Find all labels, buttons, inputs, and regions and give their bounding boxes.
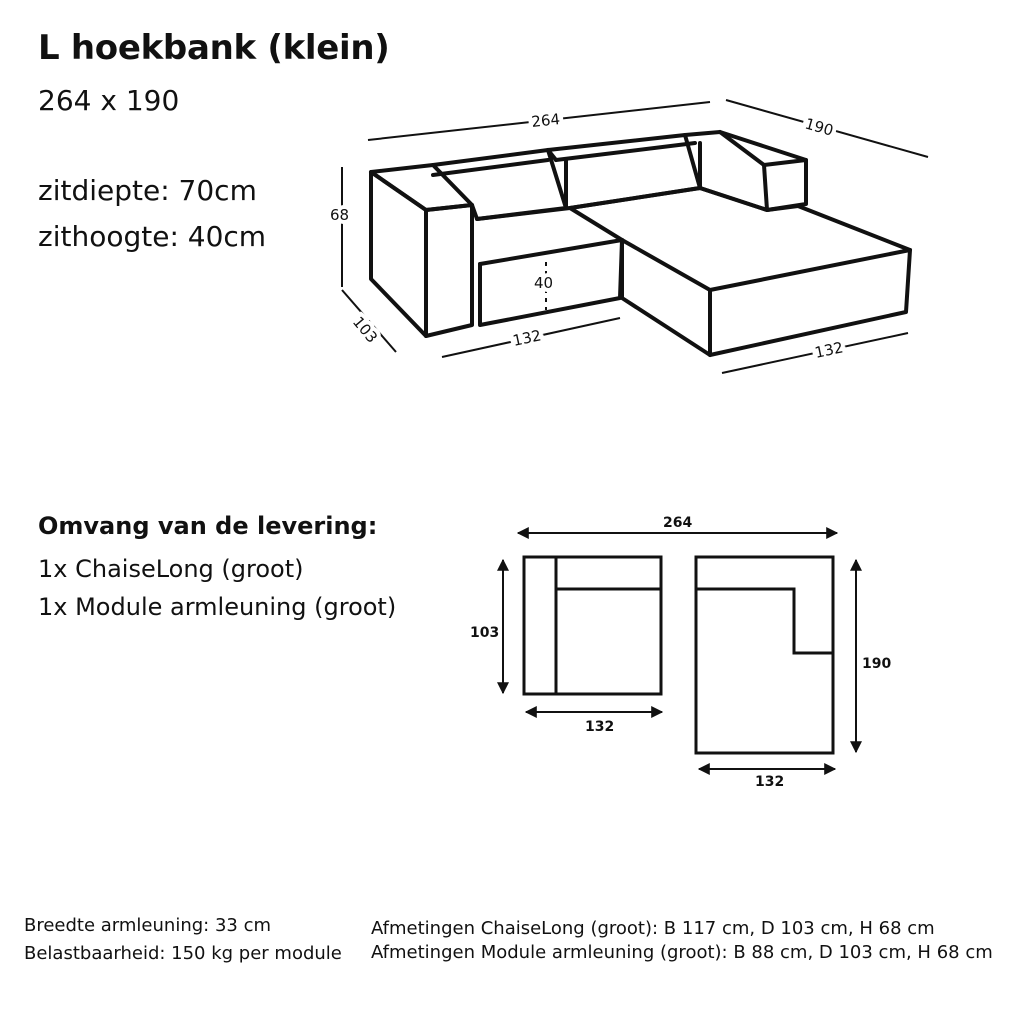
iso-height-left-label: 68 [330, 206, 350, 224]
iso-width-bottom-left-label: 132 [511, 326, 543, 350]
iso-width-top-label: 264 [530, 110, 561, 131]
plan-chaise-depth-label: 190 [862, 656, 892, 672]
delivery-heading: Omvang van de levering: [38, 512, 378, 540]
plan-total-width-label: 264 [663, 515, 693, 531]
delivery-item: 1x Module armleuning (groot) [38, 593, 397, 621]
module-dimensions-note: Afmetingen Module armleuning (groot): B 88 cm, D 103 cm, H 68 cm [371, 942, 993, 963]
iso-depth-left-label: 103 [348, 313, 382, 347]
armrest-module-outline [524, 557, 661, 694]
overall-dimensions: 264 x 190 [38, 84, 180, 117]
delivery-item: 1x ChaiseLong (groot) [38, 555, 304, 583]
plan-chaise-width-label: 132 [755, 774, 785, 790]
page-title: L hoekbank (klein) [38, 28, 390, 68]
iso-seat-height-label: 40 [534, 274, 554, 292]
seat-height-spec: zithoogte: 40cm [38, 220, 267, 253]
chaise-dimensions-note: Afmetingen ChaiseLong (groot): B 117 cm, D 103 cm, H 68 cm [371, 918, 935, 939]
chaise-module-outline [696, 557, 833, 753]
iso-depth-right-label: 190 [802, 114, 836, 140]
iso-width-bottom-right-label: 132 [813, 338, 845, 362]
plan-armrest-depth-label: 103 [470, 625, 500, 641]
load-capacity-note: Belastbaarheid: 150 kg per module [24, 943, 342, 964]
seat-depth-spec: zitdiepte: 70cm [38, 174, 257, 207]
plan-armrest-width-label: 132 [585, 719, 615, 735]
armrest-width-note: Breedte armleuning: 33 cm [24, 915, 271, 936]
